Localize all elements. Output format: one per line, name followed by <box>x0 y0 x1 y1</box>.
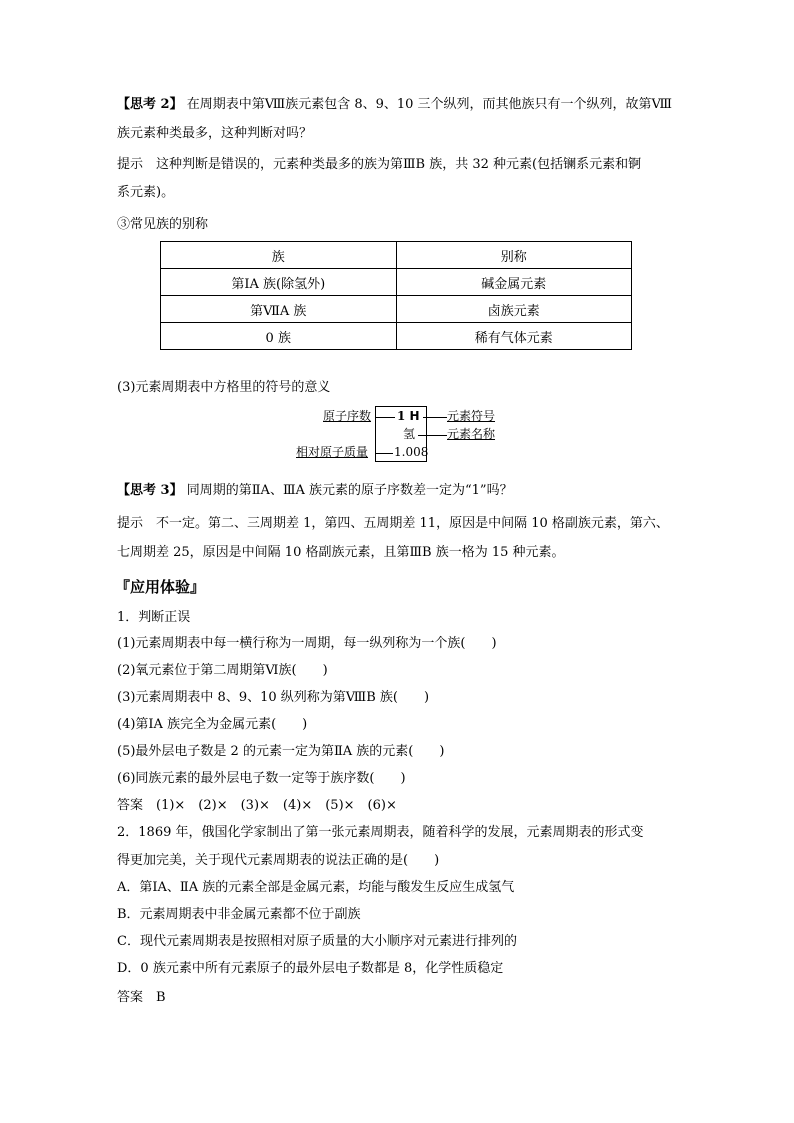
q1-item: (4)第ⅠA 族完全为金属元素( ) <box>117 717 308 732</box>
q2-option: B．元素周期表中非金属元素都不位于副族 <box>117 907 361 922</box>
element-name-label: 元素名称 <box>447 427 496 441</box>
atomic-mass-label: 相对原子质量 <box>296 445 369 459</box>
q1-item: (3)元素周期表中 8、9、10 纵列称为第ⅧB 族( ) <box>117 690 430 705</box>
q2-stem-line2: 得更加完美，关于现代元素周期表的说法正确的是( ) <box>117 853 440 868</box>
table-header-row <box>161 242 632 269</box>
pointer-line <box>375 417 395 418</box>
alias-section-title: ③常见族的别称 <box>117 217 209 232</box>
q2-option: A．第ⅠA、ⅡA 族的元素全部是金属元素，均能与酸发生反应生成氢气 <box>117 880 515 895</box>
think3-hint-line2: 七周期差 25，原因是中间隔 10 格副族元素，且第ⅢB 族一格为 15 种元素。 <box>117 545 565 560</box>
q1-item: (2)氧元素位于第二周期第Ⅵ族( ) <box>117 663 328 678</box>
table-cell: 稀有气体元素 <box>396 323 632 350</box>
apply-heading: 『应用体验』 <box>115 578 206 596</box>
q2-answer: 答案 B <box>117 990 166 1005</box>
think2-hint-line2: 系元素)。 <box>117 185 175 200</box>
table-cell: 碱金属元素 <box>396 269 632 296</box>
box-atomic-number: 1 H <box>397 409 420 423</box>
think2-hint-line1: 提示 这种判断是错误的，元素种类最多的族为第ⅢB 族，共 32 种元素(包括镧系元素和锕 <box>117 157 642 172</box>
pointer-line <box>418 435 447 436</box>
q2-option: D．0 族元素中所有元素原子的最外层电子数都是 8，化学性质稳定 <box>117 961 504 976</box>
think3-line1 <box>117 483 513 499</box>
think2-line1 <box>117 97 672 113</box>
think2-label: 【思考 2】 <box>117 97 183 112</box>
table-header-cell: 族 <box>161 242 397 269</box>
think3-hint-line1: 提示 不一定。第二、三周期差 1，第四、五周期差 11，原因是中间隔 10 格副族元素，第六、 <box>117 516 669 531</box>
table-cell: 卤族元素 <box>396 296 632 323</box>
table-header-cell: 别称 <box>396 242 632 269</box>
table-cell: 第ⅠA 族(除氢外) <box>161 269 397 296</box>
box-element-name: 氢 <box>403 427 416 441</box>
q1-answer: 答案 (1)× (2)× (3)× (4)× (5)× (6)× <box>117 798 397 813</box>
table-row <box>161 269 632 296</box>
q1-item: (1)元素周期表中每一横行称为一周期，每一纵列称为一个族( ) <box>117 636 497 651</box>
element-cell-diagram <box>290 406 510 466</box>
q1-item: (5)最外层电子数是 2 的元素一定为第ⅡA 族的元素( ) <box>117 744 445 759</box>
table-row <box>161 296 632 323</box>
think2-question-line1: 在周期表中第Ⅷ族元素包含 8、9、10 三个纵列，而其他族只有一个纵列，故第Ⅷ <box>186 97 673 112</box>
pointer-line <box>375 453 393 454</box>
box-atomic-mass: 1.008 <box>394 445 429 459</box>
q2-stem-line1: 2．1869 年，俄国化学家制出了第一张元素周期表，随着科学的发展，元素周期表的形式变 <box>117 825 644 840</box>
table-cell: 第ⅦA 族 <box>161 296 397 323</box>
table-cell: 0 族 <box>161 323 397 350</box>
group-alias-table <box>160 241 632 350</box>
table-row <box>161 323 632 350</box>
think2-question-line2: 族元素种类最多，这种判断对吗？ <box>117 126 313 141</box>
q1-title: 1．判断正误 <box>117 610 191 625</box>
q2-option: C．现代元素周期表是按照相对原子质量的大小顺序对元素进行排列的 <box>117 934 517 949</box>
think3-question: 同周期的第ⅡA、ⅢA 族元素的原子序数差一定为“1”吗？ <box>186 483 513 498</box>
symbol-section-title: (3)元素周期表中方格里的符号的意义 <box>117 380 331 395</box>
q1-item: (6)同族元素的最外层电子数一定等于族序数( ) <box>117 771 406 786</box>
element-symbol-label: 元素符号 <box>447 409 496 423</box>
pointer-line <box>423 417 447 418</box>
atomic-number-label: 原子序数 <box>323 409 372 423</box>
think3-label: 【思考 3】 <box>117 483 183 498</box>
